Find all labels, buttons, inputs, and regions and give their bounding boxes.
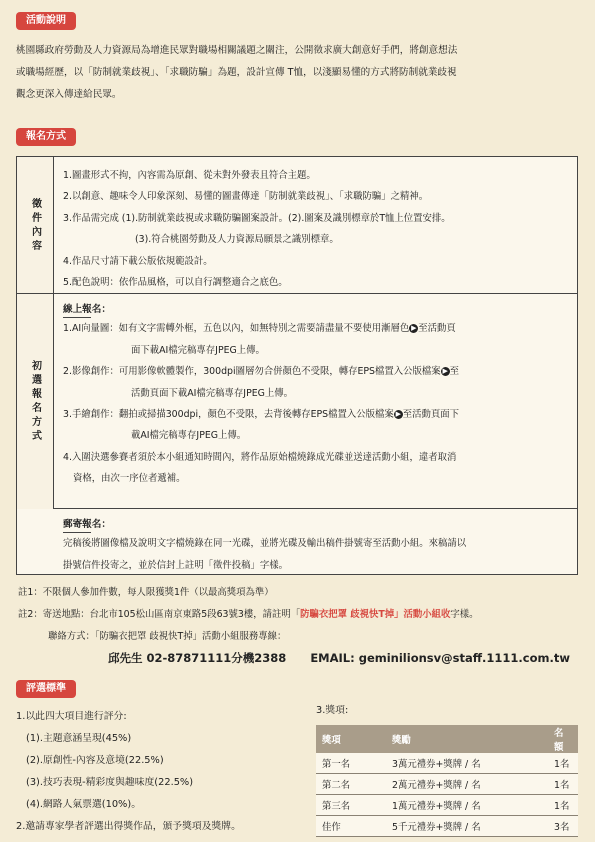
online-item: 3.手繪創作：翻拍或掃描300dpi，顏色不受限，去背後轉存EPS檔置入公版檔案 ▶ 至活動頁面下 (63, 408, 460, 420)
judging-line: (1).主題意涵呈現(45%) (26, 733, 132, 744)
section2-box (16, 293, 578, 575)
section-tag-register: 報名方式 (16, 128, 76, 146)
rule-item: 3.作品需完成 (1).防制就業歧視或求職防騙圖案設計。(2).圖案及識別標章於T恤上位置安排。 (63, 212, 451, 224)
mail-line: 掛號信件投寄之，並於信封上註明「徵件投稿」字樣。 (63, 559, 289, 571)
activity-line: 觀念更深入傳達給民眾。 (16, 89, 122, 100)
judging-line: (4).網路人氣票選(10%)。 (26, 799, 141, 810)
note-1: 註1：不限個人參加件數，每人限獲獎1件（以最高獎項為準） (18, 587, 274, 598)
awards-header-cell: 獎勵 (386, 725, 548, 753)
table-cell: 1名 (548, 774, 578, 795)
awards-header (316, 725, 578, 753)
awards-table (316, 725, 578, 837)
judging-list (16, 706, 241, 838)
contact-info (108, 650, 594, 666)
mail-line: 完稿後將圖像檔及說明文字檔燒錄在同一光碟，並將光碟及輸出稿件掛號寄至活動小組。來稿請以 (63, 538, 467, 550)
mail-title: 郵寄報名： (63, 519, 111, 530)
table-cell: 1名 (548, 753, 578, 774)
judging-line: 1.以此四大項目進行評分: (16, 711, 127, 722)
table-row (316, 816, 578, 837)
table-cell: 佳作 (316, 816, 386, 837)
email: EMAIL: geminilionsv@staff.1111.com.tw (310, 651, 570, 665)
online-item: 2.影像創作：可用影像軟體製作，300dpi圖層勿合併顏色不受限，轉存EPS檔置入公版檔案 ▶ 至 (63, 366, 460, 378)
rule-item: 1.圖畫形式不拘，內容需為原創、從未對外發表且符合主題。 (63, 170, 316, 181)
table-row (316, 795, 578, 816)
online-item-cont: 載AI檔完稿專存JPEG上傳。 (131, 430, 247, 442)
activity-description (16, 40, 586, 106)
judging-line: (3).技巧表現-精彩度與趣味度(22.5%) (26, 777, 194, 788)
judging-line: 2.邀請專家學者評選出得獎作品，頒予獎項及獎牌。 (16, 821, 241, 832)
online-item: 1.AI向量圖：如有文字需轉外框，五色以內，如無特別之需要請盡量不要使用漸層色 ▶ 至活動頁 (63, 323, 456, 335)
arrow-icon: ▶ (411, 324, 417, 333)
table-cell: 第二名 (316, 774, 386, 795)
arrow-icon: ▶ (395, 409, 401, 418)
online-item: 4.入圍決選參賽者須於本小組通知時間內，將作品原始檔燒錄成光碟並送達活動小組，違者取消 (63, 451, 457, 463)
section2-label: 初選報名方式 (17, 294, 54, 509)
online-item-cont: 活動頁面下載AI檔完稿專存JPEG上傳。 (131, 387, 294, 399)
arrow-icon: ▶ (442, 367, 448, 376)
activity-line: 或職場經歷，以「防制就業歧視」、「求職防騙」為題，設計宣傳 T恤，以淺顯易懂的方式將防制就業歧視 (16, 67, 457, 78)
awards-title: 3.獎項: (316, 705, 349, 716)
online-title: 線上報名： (63, 304, 111, 315)
note-2: 註2：寄送地點：台北市105松山區南京東路5段63號3樓，請註明「防騙衣把罩 歧視快T掉」活動小組收字樣。 (18, 609, 479, 620)
awards-header-cell: 名額 (548, 725, 578, 753)
section1-label: 徵件內容 (17, 157, 54, 294)
judging-line: (2).原創性-內容及意境(22.5%) (26, 755, 164, 766)
table-cell: 2萬元禮券+獎牌 / 名 (386, 774, 548, 795)
table-cell: 3萬元禮券+獎牌 / 名 (386, 753, 548, 774)
table-cell: 1名 (548, 795, 578, 816)
rule-item: 4.作品尺寸請下載公版依規範設計。 (63, 255, 213, 267)
online-item-cont: 資格，由次一序位者遞補。 (73, 473, 186, 485)
table-cell: 第三名 (316, 795, 386, 816)
contact-line: 聯絡方式：「防騙衣把罩 歧視快T掉」活動小組服務專線： (48, 631, 287, 642)
phone: 邱先生 02-87871111分機2388 (108, 651, 287, 665)
section1-box (16, 156, 578, 295)
section-tag-activity: 活動說明 (16, 12, 76, 30)
table-row (316, 753, 578, 774)
awards-header-cell: 獎項 (316, 725, 386, 753)
table-row (316, 774, 578, 795)
rule-item: (3).符合桃園勞動及人力資源局願景之識別標章。 (135, 234, 339, 246)
table-cell: 第一名 (316, 753, 386, 774)
rule-item: 2.以創意、趣味令人印象深刻、易懂的圖畫傳達「防制就業歧視」、「求職防騙」之精神。 (63, 191, 429, 203)
table-cell: 1萬元禮券+獎牌 / 名 (386, 795, 548, 816)
online-item-cont: 面下載AI檔完稿專存JPEG上傳。 (131, 344, 265, 356)
table-cell: 3名 (548, 816, 578, 837)
activity-line: 桃園縣政府勞動及人力資源局為增進民眾對職場相關議題之關注，公開徵求廣大創意好手們，將創意想法 (16, 45, 458, 56)
section-tag-judging: 評選標準 (16, 680, 76, 698)
table-cell: 5千元禮券+獎牌 / 名 (386, 816, 548, 837)
rule-item: 5.配色說明：依作品風格，可以自行調整適合之底色。 (63, 276, 288, 288)
